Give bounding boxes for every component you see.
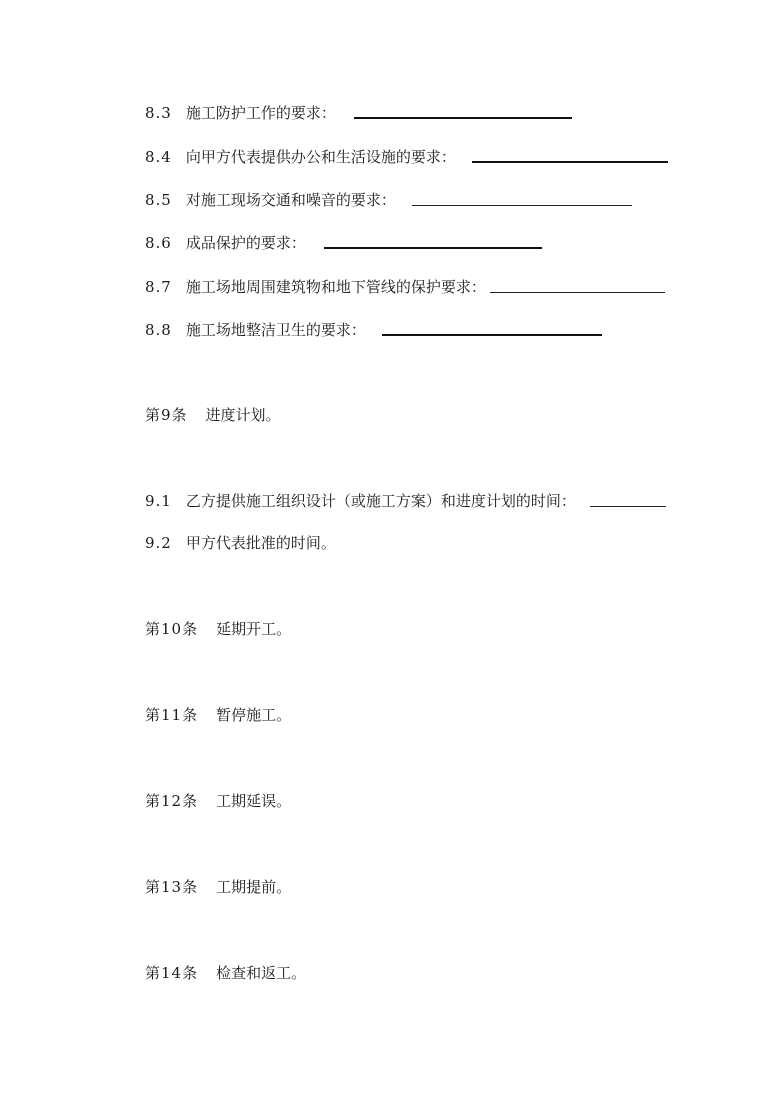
article-number: 第10条 bbox=[145, 620, 199, 638]
article-number: 第11条 bbox=[145, 706, 199, 724]
article-title: 工期延误。 bbox=[216, 792, 292, 810]
fill-in-blank[interactable] bbox=[490, 291, 665, 293]
clause-8-8 bbox=[145, 315, 602, 339]
article-number: 第13条 bbox=[145, 878, 199, 896]
clause-number: 8.3 bbox=[145, 104, 172, 122]
article-title: 检查和返工。 bbox=[216, 964, 307, 982]
fill-in-blank[interactable] bbox=[590, 505, 666, 507]
article-12-heading bbox=[145, 786, 291, 810]
clause-text: 甲方代表批准的时间。 bbox=[185, 534, 336, 552]
fill-in-blank[interactable] bbox=[354, 116, 572, 119]
clause-number: 9.1 bbox=[145, 492, 172, 510]
article-9-heading bbox=[145, 400, 281, 424]
clause-number: 9.2 bbox=[145, 534, 172, 552]
clause-text: 对施工现场交通和噪音的要求： bbox=[185, 191, 396, 209]
clause-number: 8.7 bbox=[145, 278, 172, 296]
article-title: 工期提前。 bbox=[216, 878, 292, 896]
clause-9-1 bbox=[145, 486, 666, 510]
article-title: 延期开工。 bbox=[216, 620, 292, 638]
clause-8-7 bbox=[145, 272, 665, 296]
clause-number: 8.8 bbox=[145, 321, 172, 339]
clause-text: 向甲方代表提供办公和生活设施的要求： bbox=[185, 148, 456, 166]
clause-number: 8.6 bbox=[145, 234, 172, 252]
article-11-heading bbox=[145, 700, 291, 724]
clause-number: 8.4 bbox=[145, 148, 172, 166]
fill-in-blank[interactable] bbox=[324, 246, 542, 249]
article-title: 进度计划。 bbox=[205, 406, 281, 424]
fill-in-blank[interactable] bbox=[412, 204, 632, 206]
clause-8-5 bbox=[145, 185, 632, 209]
clause-number: 8.5 bbox=[145, 191, 172, 209]
article-title: 暂停施工。 bbox=[216, 706, 292, 724]
clause-8-6 bbox=[145, 228, 542, 252]
article-10-heading bbox=[145, 614, 291, 638]
fill-in-blank[interactable] bbox=[382, 333, 602, 336]
clause-text: 施工场地周围建筑物和地下管线的保护要求： bbox=[185, 278, 486, 296]
article-14-heading bbox=[145, 958, 306, 982]
article-13-heading bbox=[145, 872, 291, 896]
clause-text: 施工防护工作的要求： bbox=[185, 104, 336, 122]
clause-text: 乙方提供施工组织设计（或施工方案）和进度计划的时间： bbox=[185, 492, 576, 510]
article-number: 第9条 bbox=[145, 406, 188, 424]
clause-8-4 bbox=[145, 142, 668, 166]
clause-text: 施工场地整洁卫生的要求： bbox=[185, 321, 366, 339]
article-number: 第14条 bbox=[145, 964, 199, 982]
clause-text: 成品保护的要求： bbox=[185, 234, 306, 252]
fill-in-blank[interactable] bbox=[472, 160, 668, 163]
clause-9-2 bbox=[145, 528, 336, 552]
article-number: 第12条 bbox=[145, 792, 199, 810]
clause-8-3 bbox=[145, 98, 572, 122]
